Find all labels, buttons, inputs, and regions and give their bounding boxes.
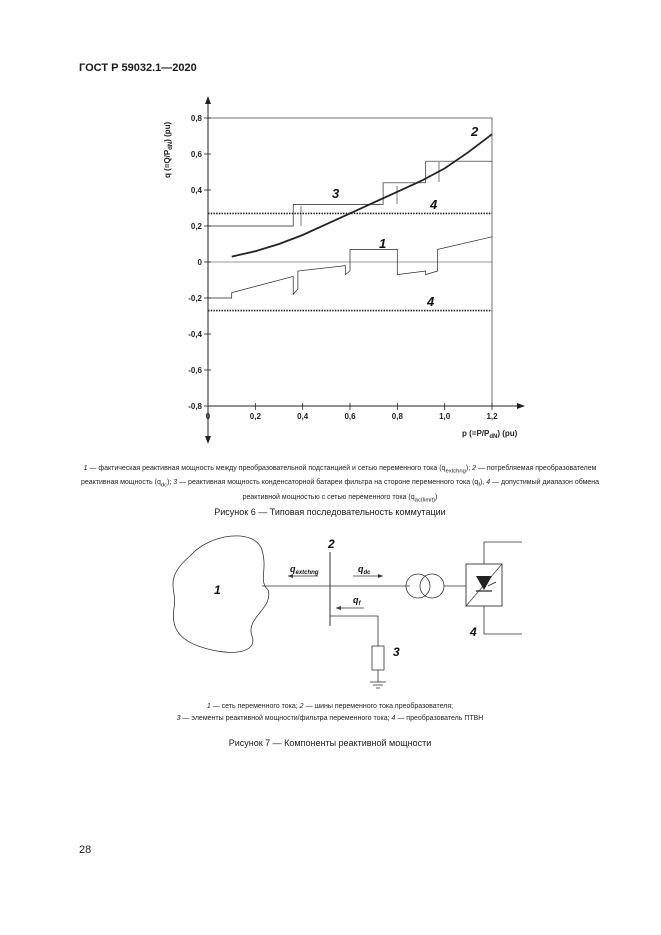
label-q-extchng: $q_{extchng}$ — [290, 564, 319, 576]
y-tick-label: -0,6 — [188, 366, 202, 375]
label-q-dc: $q_{dc}$ — [358, 564, 371, 576]
chart-arrows — [301, 162, 439, 226]
figure-7-legend-line-1: 1 — сеть переменного тока; 2 — шины переменного тока преобразователя; — [206, 703, 454, 710]
label-2: 2 — [328, 537, 335, 551]
chart-axes — [205, 96, 525, 444]
y-tick-label: -0,2 — [188, 294, 202, 303]
arrow-f-head — [336, 606, 341, 610]
filter-branch — [330, 616, 378, 646]
page-number: 28 — [79, 844, 92, 856]
y-axis-arrow-bottom — [205, 436, 211, 444]
label-q-f: $q_f$ — [353, 595, 361, 607]
document-code: ГОСТ Р 59032.1—2020 — [79, 62, 197, 74]
callout-4-upper: 4 — [430, 197, 438, 212]
figure-6-caption: Рисунок 6 — Типовая последовательность коммутации — [214, 507, 446, 517]
callout-4-lower: 4 — [427, 294, 435, 309]
y-axis-label: q $(=Q/P_{dN})$ (pu) — [163, 121, 174, 178]
y-axis-arrow-top — [205, 96, 211, 104]
callout-3: 3 — [332, 186, 340, 201]
y-tick-label: -0,8 — [188, 402, 202, 411]
y-tick-label: 0,2 — [190, 222, 202, 231]
label-4: 4 — [470, 625, 477, 639]
callout-2: 2 — [471, 124, 479, 139]
callout-1: 1 — [379, 236, 387, 251]
y-tick-label: 0,6 — [190, 150, 202, 159]
figure-7-caption: Рисунок 7 — Компоненты реактивной мощности — [228, 738, 432, 748]
series-2 — [232, 134, 492, 256]
y-tick-label: -0,4 — [188, 330, 202, 339]
chart-callouts — [332, 124, 479, 309]
figure-7-legend — [100, 701, 560, 725]
y-tick-label: 0,8 — [190, 114, 202, 123]
x-tick-label: 1,0 — [439, 412, 451, 421]
x-axis-arrow — [517, 403, 525, 409]
x-tick-label: 1,2 — [486, 412, 498, 421]
y-tick-label: 0 — [197, 258, 202, 267]
figure-6-legend: 1 — фактическая реактивная мощность между преобразовательной подстанцией и сетью переменного тока $(q_{extchng})$; 2 — потребляемая преобразователем реактивная мощность $(q_{dc})$; 3 — реактивная мощность конденсаторной батареи фильтра на стороне переменного тока $(q_f)$, 4 — допустимый диапазон обмена реактивной мощностью с сетью переменного тока $(q_{ac(limit)})$ — [80, 465, 600, 504]
dc-line-upper — [484, 542, 522, 564]
x-tick-label: 0,2 — [249, 412, 261, 421]
filter-element — [372, 646, 384, 670]
x-axis-label: p $(=P/P_{dN})$ (pu) — [462, 429, 518, 440]
label-3: 3 — [393, 645, 400, 659]
transformer-winding-2 — [420, 574, 444, 598]
series-1 — [208, 237, 492, 298]
figure-6-chart — [150, 96, 550, 456]
thyristor-gate — [488, 582, 496, 586]
x-tick-label: 0,8 — [391, 412, 403, 421]
x-tick-label: 0,4 — [297, 412, 309, 421]
x-tick-label: 0,6 — [344, 412, 356, 421]
ac-network-blob — [173, 536, 269, 653]
y-tick-label: 0,4 — [190, 186, 202, 195]
arrow-extchng-head — [288, 574, 293, 578]
thyristor-icon — [476, 576, 492, 590]
x-tick-label: 0 — [205, 412, 211, 421]
figure-7-diagram — [150, 528, 530, 698]
arrow-dc-head — [378, 574, 383, 578]
label-1: 1 — [214, 583, 221, 597]
figure-7-legend-line-2: 3 — элементы реактивной мощности/фильтра переменного тока; 4 — преобразователь ПТВН — [176, 715, 484, 722]
dc-line-lower — [484, 606, 522, 634]
series-3 — [208, 161, 492, 226]
chart-series — [208, 134, 492, 310]
chart-ticks — [188, 114, 498, 421]
